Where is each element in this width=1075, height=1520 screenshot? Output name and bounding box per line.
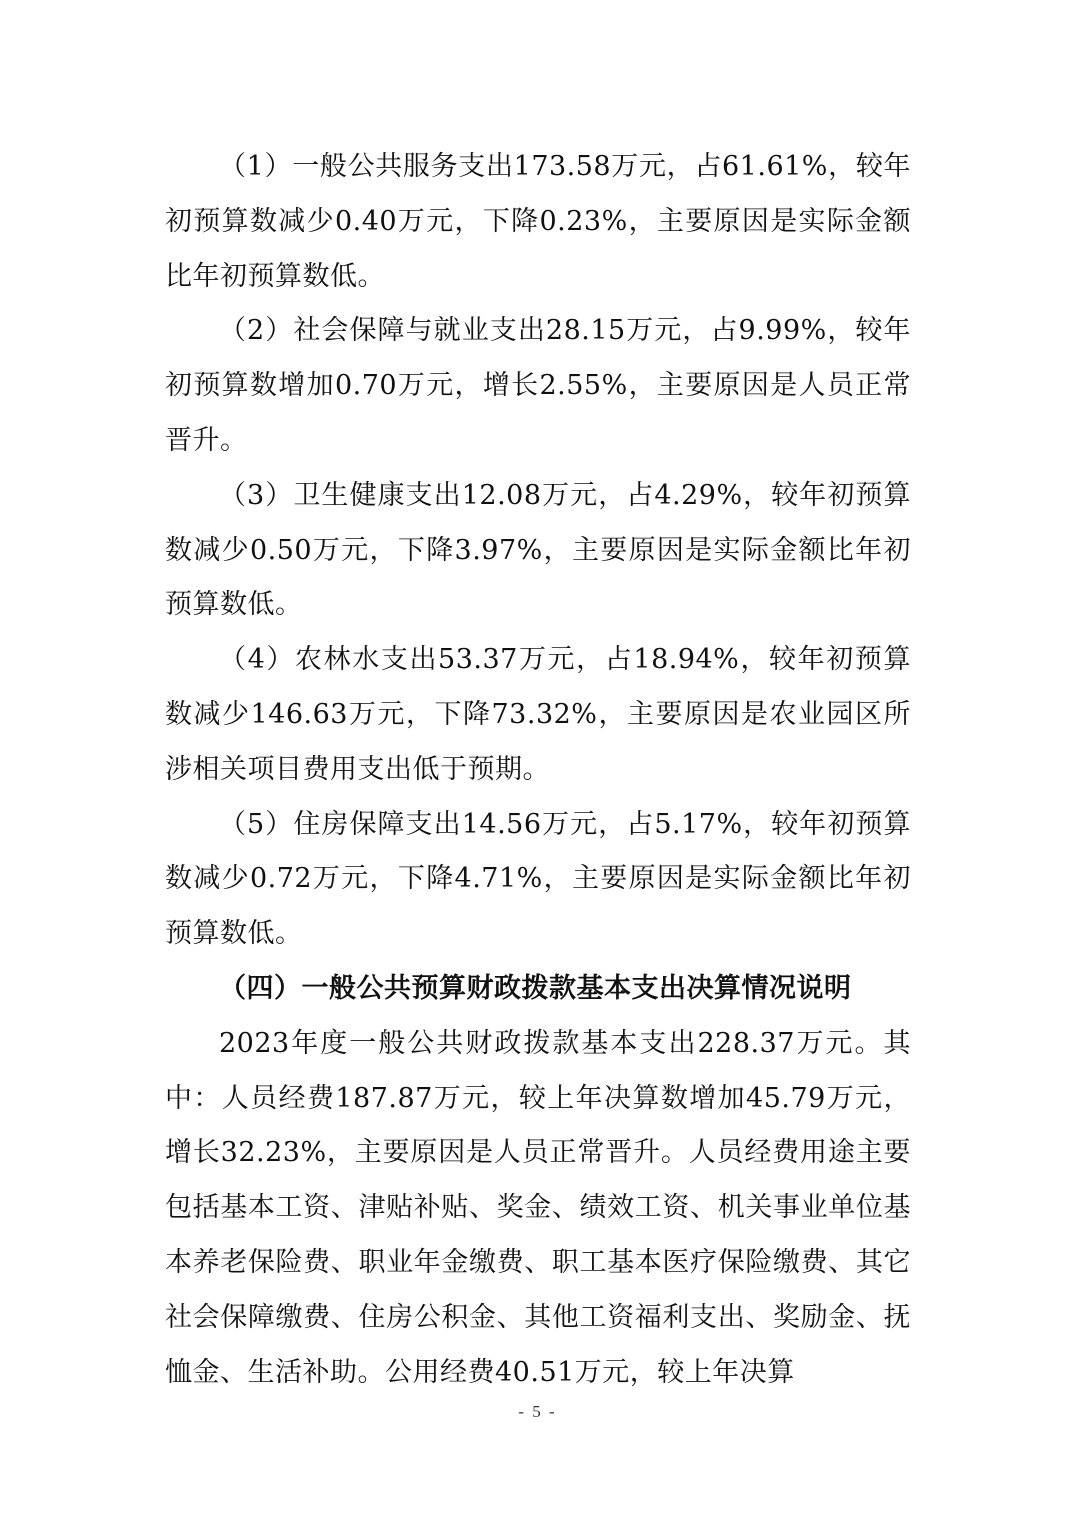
section-heading: （四）一般公共预算财政拨款基本支出决算情况说明 [219,972,852,1004]
paragraph-general-public-services: （1）一般公共服务支出173.58万元，占61.61%，较年初预算数减少0.40万元，下降0.23%，主要原因是实际金额比年初预算数低。 [165,151,911,292]
paragraph-housing: （5）住房保障支出14.56万元，占5.17%，较年初预算数减少0.72万元，下降4.71%，主要原因是实际金额比年初预算数低。 [165,808,911,950]
paragraph-social-security: （2）社会保障与就业支出28.15万元，占9.99%，较年初预算数增加0.70万元，增长2.55%，主要原因是人员正常晋升。 [165,315,911,456]
document-page [165,140,911,1400]
page-number: - 5 - [518,1402,557,1421]
paragraph-agriculture: （4）农林水支出53.37万元，占18.94%，较年初预算数减少146.63万元，下降73.32%，主要原因是农业园区所涉相关项目费用支出低于预期。 [165,644,911,785]
section-body: 2023年度一般公共财政拨款基本支出228.37万元。其中：人员经费187.87万元，较上年决算数增加45.79万元，增长32.23%，主要原因是人员正常晋升。人员经费用途主要包括基本工资、津贴补贴、奖金、绩效工资、机关事业单位基本养老保险费、职业年金缴费、职工基本医疗保险缴费、其它社会保障缴费、住房公积金、其他工资福利支出、奖励金、抚恤金、生活补助。公用经费40.51万元，较上年决算 [165,1027,911,1388]
paragraph-health: （3）卫生健康支出12.08万元，占4.29%，较年初预算数减少0.50万元，下降3.97%，主要原因是实际金额比年初预算数低。 [165,479,911,621]
